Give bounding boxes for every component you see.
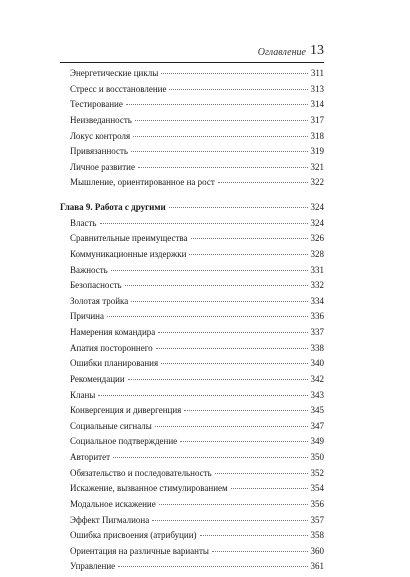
toc-entry-page: 317 bbox=[310, 114, 324, 125]
toc-entry-page: 343 bbox=[310, 389, 324, 400]
toc-entry-title: Причина bbox=[70, 311, 104, 322]
dot-leader bbox=[133, 136, 307, 137]
dot-leader bbox=[118, 566, 307, 567]
toc-entry-title: Управление bbox=[70, 561, 116, 572]
toc-entry-title: Неизведанность bbox=[70, 114, 132, 125]
toc-entry-title: Ориентация на различные варианты bbox=[70, 545, 209, 556]
table-of-contents bbox=[60, 68, 324, 577]
dot-leader bbox=[107, 316, 308, 317]
toc-entry-title: Апатия постороннего bbox=[70, 342, 153, 353]
running-header bbox=[60, 40, 324, 62]
toc-entry-page: 321 bbox=[310, 161, 324, 172]
toc-entry-title: Тестирование bbox=[70, 99, 123, 110]
toc-entry-title: Намерения командира bbox=[70, 327, 156, 337]
dot-leader bbox=[131, 151, 307, 152]
toc-entry-title: Модальное искажение bbox=[70, 498, 156, 509]
toc-entry-title: Авторитет bbox=[70, 452, 111, 462]
toc-entry-title: Эффект Пигмалиона bbox=[70, 514, 150, 525]
toc-entry bbox=[60, 265, 324, 281]
toc-entry-title: Энергетические циклы bbox=[70, 68, 159, 78]
dot-leader bbox=[180, 441, 307, 442]
dot-leader bbox=[169, 89, 307, 90]
dot-leader bbox=[125, 285, 308, 286]
toc-entry-page: 342 bbox=[310, 373, 324, 384]
dot-leader bbox=[152, 520, 307, 521]
toc-entry bbox=[60, 296, 324, 312]
toc-entry-page: 347 bbox=[310, 420, 324, 431]
toc-entry-page: 340 bbox=[310, 358, 324, 369]
toc-entry bbox=[60, 218, 324, 234]
toc-section-previous-chapter bbox=[60, 68, 324, 193]
toc-entry-page: 349 bbox=[310, 436, 324, 447]
dot-leader bbox=[184, 410, 307, 411]
dot-leader bbox=[218, 182, 308, 183]
toc-entry bbox=[60, 146, 324, 162]
toc-entry-title: Социальное подтверждение bbox=[70, 436, 178, 447]
toc-entry-page: 357 bbox=[310, 514, 324, 525]
toc-entry bbox=[60, 468, 324, 484]
toc-entry bbox=[60, 483, 324, 499]
toc-entry-title: Власть bbox=[70, 217, 97, 228]
toc-entry-title: Рекомендации bbox=[70, 373, 125, 384]
dot-leader bbox=[231, 488, 308, 489]
toc-entry bbox=[60, 561, 324, 577]
toc-entry-page: 322 bbox=[310, 177, 324, 188]
toc-entry-title: Безопасность bbox=[70, 280, 122, 291]
toc-entry bbox=[60, 162, 324, 178]
toc-entry-page: 337 bbox=[310, 327, 324, 337]
toc-entry bbox=[60, 421, 324, 437]
toc-entry bbox=[60, 546, 324, 562]
dot-leader bbox=[158, 332, 307, 333]
dot-leader bbox=[156, 348, 308, 349]
toc-entry-title: Ошибки планирования bbox=[70, 358, 159, 369]
toc-chapter-title: Глава 9. Работа с другими bbox=[60, 202, 166, 212]
toc-entry-title: Важность bbox=[70, 264, 108, 275]
toc-entry-title: Сравнительные преимущества bbox=[70, 233, 188, 244]
toc-entry-title: Конвергенция и дивергенция bbox=[70, 405, 182, 416]
toc-entry bbox=[60, 499, 324, 515]
toc-entry bbox=[60, 177, 324, 193]
toc-entry-page: 350 bbox=[310, 452, 324, 462]
toc-entry bbox=[60, 530, 324, 546]
toc-entry-title: Локус контроля bbox=[70, 130, 131, 141]
toc-entry bbox=[60, 99, 324, 115]
toc-entry bbox=[60, 515, 324, 531]
toc-entry bbox=[60, 436, 324, 452]
dot-leader bbox=[113, 457, 307, 458]
toc-entry bbox=[60, 405, 324, 421]
toc-section-chapter-9 bbox=[60, 218, 324, 577]
toc-entry-page: 318 bbox=[310, 130, 324, 141]
toc-entry-page: 319 bbox=[310, 146, 324, 157]
toc-entry-title: Коммуникационные издержки bbox=[70, 248, 187, 259]
toc-entry-title: Искажение, вызванное стимулированием bbox=[70, 483, 228, 494]
toc-entry bbox=[60, 327, 324, 343]
toc-entry bbox=[60, 358, 324, 374]
toc-entry bbox=[60, 343, 324, 359]
toc-entry-title: Социальные сигналы bbox=[70, 420, 152, 431]
toc-entry-page: 358 bbox=[310, 530, 324, 541]
dot-leader bbox=[161, 73, 308, 74]
toc-entry bbox=[60, 374, 324, 390]
toc-entry-page: 332 bbox=[310, 280, 324, 291]
toc-entry bbox=[60, 311, 324, 327]
toc-entry bbox=[60, 280, 324, 296]
dot-leader bbox=[98, 395, 307, 396]
toc-entry-page: 360 bbox=[310, 545, 324, 556]
dot-leader bbox=[215, 473, 308, 474]
dot-leader bbox=[100, 223, 308, 224]
toc-entry-page: 361 bbox=[310, 561, 324, 572]
dot-leader bbox=[159, 504, 308, 505]
toc-entry-page: 331 bbox=[310, 264, 324, 275]
dot-leader bbox=[155, 426, 308, 427]
dot-leader bbox=[212, 551, 308, 552]
dot-leader bbox=[135, 120, 308, 121]
toc-entry-page: 311 bbox=[310, 68, 324, 78]
toc-entry-page: 352 bbox=[310, 467, 324, 478]
toc-entry bbox=[60, 84, 324, 100]
toc-entry-page: 345 bbox=[310, 405, 324, 416]
toc-entry-page: 334 bbox=[310, 295, 324, 306]
toc-entry-page: 354 bbox=[310, 483, 324, 494]
toc-entry bbox=[60, 249, 324, 265]
toc-chapter-heading bbox=[60, 202, 324, 218]
toc-entry-title: Личное развитие bbox=[70, 161, 135, 172]
toc-entry-page: 336 bbox=[310, 311, 324, 322]
page-number: 13 bbox=[310, 43, 324, 58]
toc-entry-page: 324 bbox=[310, 217, 324, 228]
toc-entry bbox=[60, 68, 324, 84]
dot-leader bbox=[189, 254, 307, 255]
dot-leader bbox=[200, 535, 308, 536]
toc-entry bbox=[60, 390, 324, 406]
toc-entry bbox=[60, 131, 324, 147]
toc-entry-title: Золотая тройка bbox=[70, 295, 129, 306]
toc-entry-page: 356 bbox=[310, 498, 324, 509]
dot-leader bbox=[169, 207, 308, 208]
running-header-title: Оглавление bbox=[257, 47, 306, 58]
toc-chapter-page: 324 bbox=[310, 202, 324, 212]
dot-leader bbox=[138, 167, 308, 168]
dot-leader bbox=[191, 238, 308, 239]
dot-leader bbox=[126, 104, 308, 105]
dot-leader bbox=[111, 270, 308, 271]
dot-leader bbox=[131, 301, 307, 302]
toc-entry-title: Ошибка присвоения (атрибуции) bbox=[70, 530, 197, 541]
dot-leader bbox=[128, 379, 308, 380]
toc-entry bbox=[60, 233, 324, 249]
toc-entry-title: Обязательство и последовательность bbox=[70, 467, 212, 478]
toc-entry bbox=[60, 115, 324, 131]
toc-entry-title: Стресс и восстановление bbox=[70, 83, 167, 94]
toc-entry-title: Кланы bbox=[70, 389, 96, 400]
toc-entry-title: Привязанность bbox=[70, 146, 129, 157]
toc-entry-title: Мышление, ориентированное на рост bbox=[70, 177, 215, 188]
header-rule bbox=[60, 62, 324, 63]
toc-entry-page: 326 bbox=[310, 233, 324, 244]
toc-entry-page: 313 bbox=[310, 83, 324, 94]
dot-leader bbox=[161, 363, 307, 364]
toc-entry-page: 314 bbox=[310, 99, 324, 110]
toc-entry bbox=[60, 452, 324, 468]
toc-entry-page: 328 bbox=[310, 248, 324, 259]
toc-entry-page: 338 bbox=[310, 342, 324, 353]
